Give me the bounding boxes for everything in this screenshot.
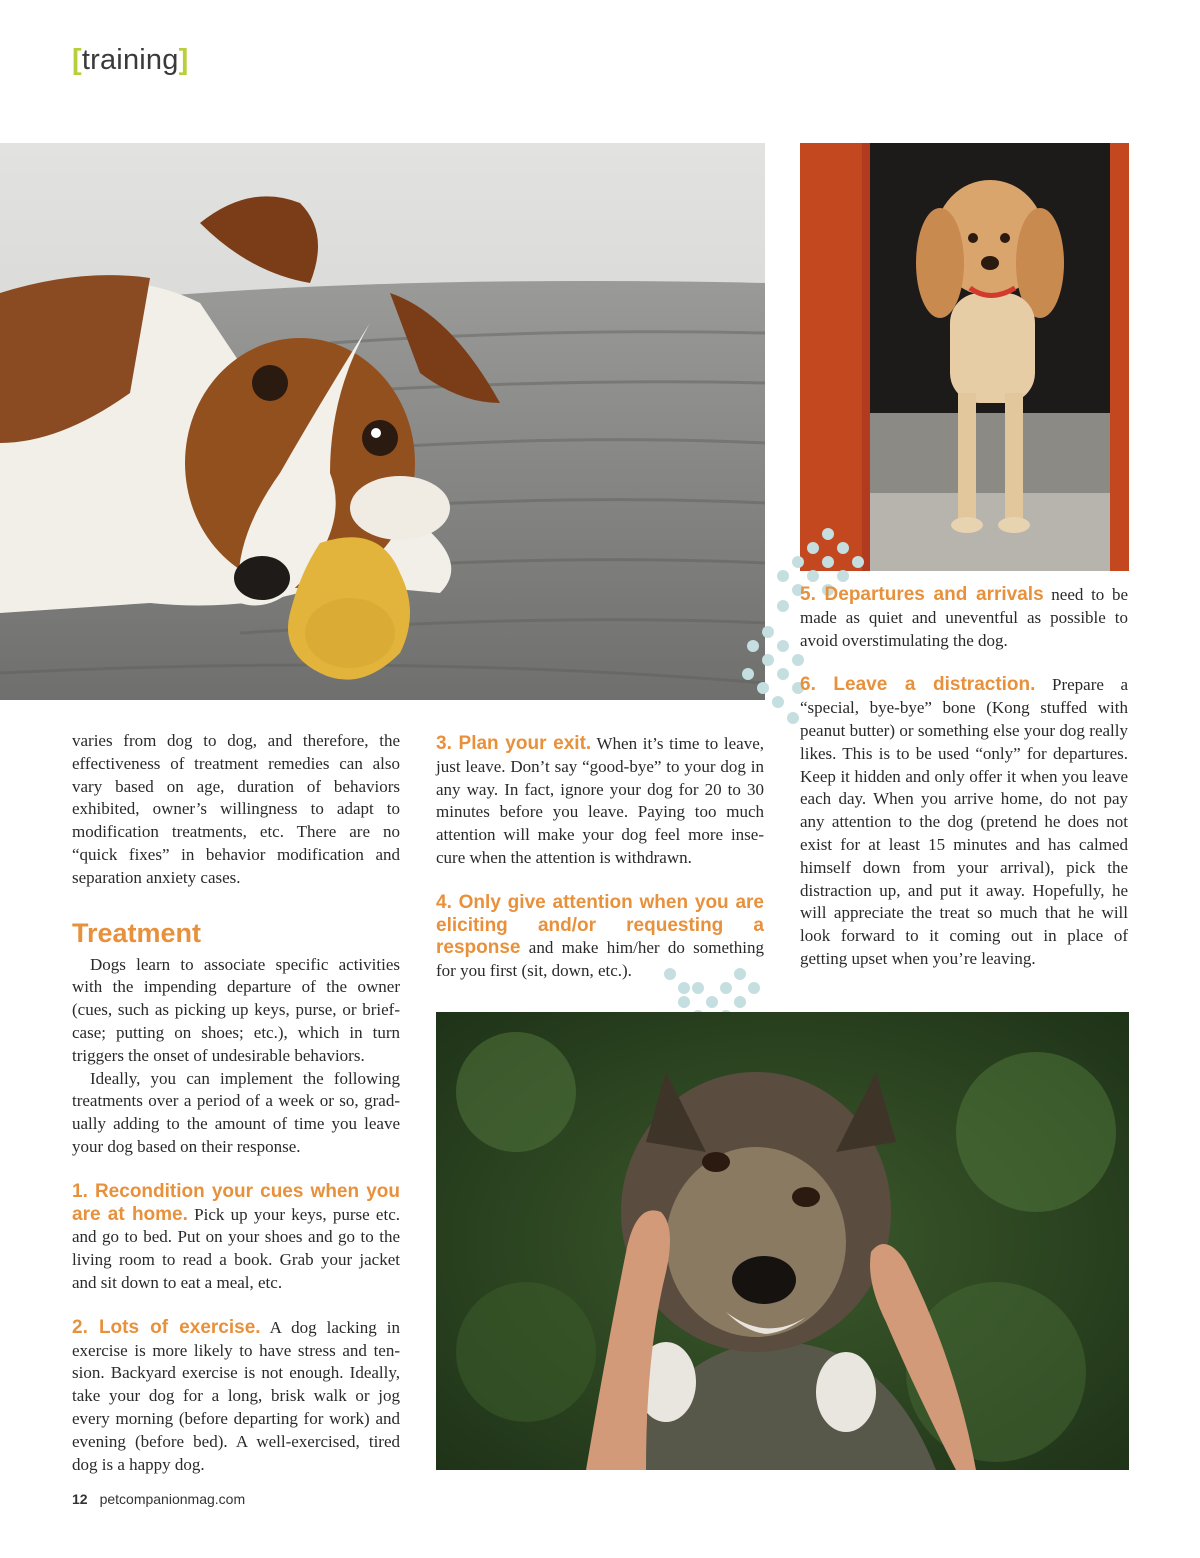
photo-terrier-with-toy	[0, 143, 765, 700]
tip-6-body: Prepare a “special, bye-bye” bone (Kong stuffed with peanut butter) or something else your dog really likes. This is to be used “only” for departures. Keep it hidden and only offer it when you leave each day. When you arrive home, do not pay any attention to the dog (pretend he does not exist for at least 15 minutes and has calmed himself down from your arrival), pick the distraction up, and put it away. Hopefully, he will appreciate the treat so much that he will look forward to it coming out in place of getting upset when you’re leaving.	[800, 675, 1128, 968]
bracket-close: ]	[178, 44, 189, 76]
tip-5-body: need to be made as quiet and uneventful as possible to avoid overstimulating the dog.	[800, 585, 1129, 650]
tip-3-body: When it’s time to leave, just leave. Don’t say “good-bye” to your dog in any way. In fact, ignore your dog for 20 to 30 minutes before you leave. Paying too much attention will make your dog feel more inse-cure when the attention is withdrawn.	[436, 734, 764, 867]
photo-dog-being-petted	[436, 1012, 1129, 1470]
tip-1-heading: 1. Recondition your cues when you are at home.	[72, 1180, 400, 1225]
tip-2-body: A dog lacking in exercise is more likely to have stress and ten-sion. Backyard exercise is not enough. Ideally, take your dog for a long, brisk walk or jog every morning (before departing for work) and evening (before bed). A well-exercised, tired dog is a happy dog.	[72, 1317, 400, 1474]
photo-puppy-in-doorway	[800, 143, 1129, 571]
page-number: 12	[72, 1491, 88, 1507]
tip-1-body: Pick up your keys, purse etc. and go to bed. Put on your shoes and go to the living room to read a book. Grab your jacket and sit down to eat a meal, etc.	[72, 1204, 400, 1292]
intro-paragraph: varies from dog to dog, and therefore, the effectiveness of treatment remedies can also vary based on age, duration of behaviors exhibited, owner’s willingness to adapt to modification treatments, etc. There are no “quick fixes” in behavior modification and separation anxiety cases.	[72, 731, 400, 887]
bracket-open: [	[72, 44, 82, 76]
tip-4	[436, 892, 764, 983]
tip-5	[800, 584, 1128, 652]
tip-2-heading: 2. Lots of exercise.	[72, 1316, 261, 1338]
tip-4-heading: 4. Only give attention when you are eliciting and/or requesting a response	[436, 891, 764, 959]
footer-site[interactable]: petcompanionmag.com	[99, 1491, 246, 1507]
page-footer	[72, 1491, 245, 1507]
treatment-paragraph-2: Ideally, you can implement the following treatments over a period of a week or so, grad-ually adding to the amount of time you leave your dog based on their response.	[72, 1068, 400, 1156]
column-2	[436, 733, 764, 983]
tip-6	[800, 674, 1128, 970]
tip-2	[72, 1317, 400, 1477]
tip-3-heading: 3. Plan your exit.	[436, 733, 592, 754]
section-tag	[72, 44, 188, 77]
treatment-paragraph-1: Dogs learn to associate specific activities with the impending departure of the owner (cues, such as picking up keys, purse, or brief-case; putting on shoes; etc.), which in turn triggers the onset of undesirable behaviors.	[72, 954, 400, 1065]
tip-1	[72, 1181, 400, 1295]
column-1	[72, 730, 400, 1476]
tip-3	[436, 733, 764, 870]
tip-4-body: and make him/her do something for you first (sit, down, etc.).	[436, 938, 764, 981]
tip-5-heading: 5. Departures and arrivals	[800, 584, 1044, 605]
tip-6-heading: 6. Leave a distraction.	[800, 674, 1036, 696]
column-3	[800, 584, 1128, 971]
section-label: training	[81, 44, 179, 76]
treatment-heading: Treatment	[72, 917, 202, 948]
